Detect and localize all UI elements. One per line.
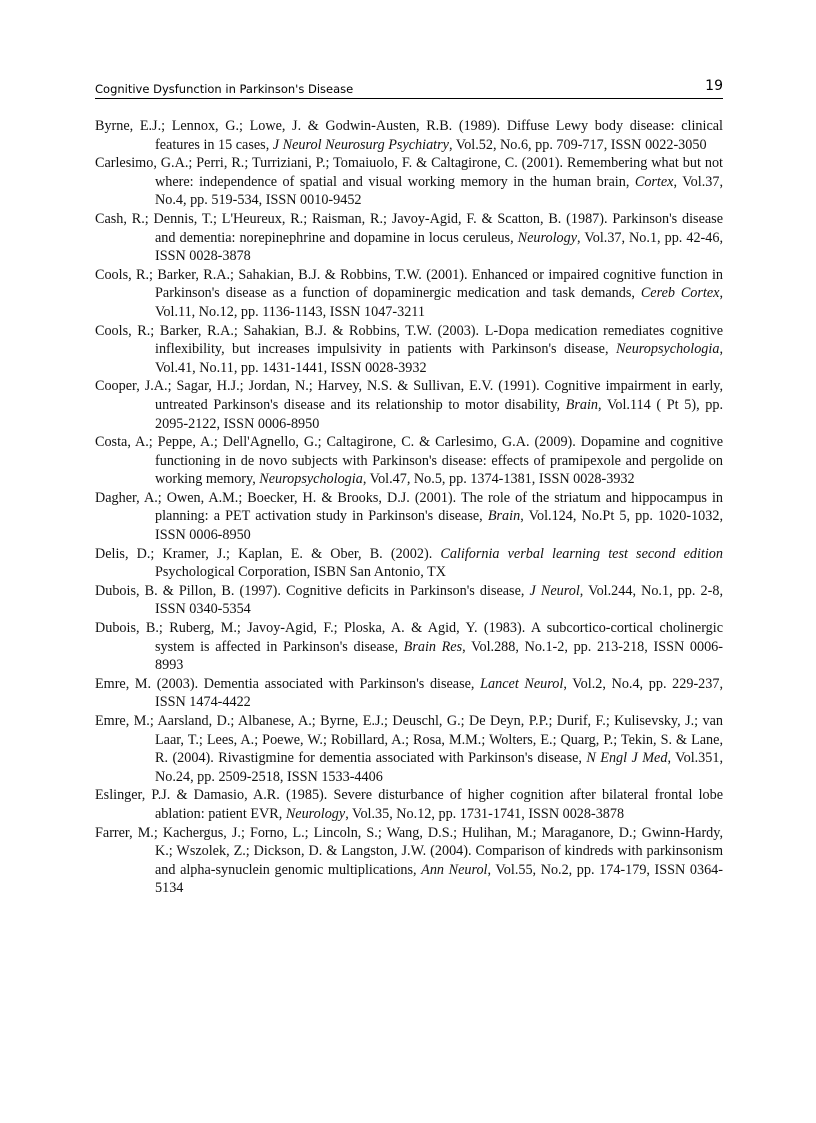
reference-text: Cooper, J.A.; Sagar, H.J.; Jordan, N.; Harvey, N.S. & Sullivan, E.V. (1991). Cognitive impairment in early, untreated Parkinson's disease and its relationship to motor disability, xyxy=(95,378,723,413)
journal-title: Lancet Neurol xyxy=(480,675,564,692)
reference-entry xyxy=(95,266,723,322)
reference-details: , Vol.288, No.1-2, pp. 213-218, ISSN 0006-8993 xyxy=(155,638,723,674)
reference-details: , Vol.37, No.1, pp. 42-46, ISSN 0028-3878 xyxy=(155,229,723,265)
reference-entry xyxy=(95,210,723,266)
reference-text: Eslinger, P.J. & Damasio, A.R. (1985). Severe disturbance of higher cognition after bilateral frontal lobe ablation: patient EVR, xyxy=(95,787,723,822)
reference-text: Cash, R.; Dennis, T.; L'Heureux, R.; Raisman, R.; Javoy-Agid, F. & Scatton, B. (1987). Parkinson's disease and dementia: norepinephrine and dopamine in locus ceruleus, xyxy=(95,210,723,246)
reference-details: , Vol.35, No.12, pp. 1731-1741, ISSN 0028-3878 xyxy=(345,805,625,822)
reference-entry xyxy=(95,582,723,619)
journal-title: Neurology xyxy=(517,229,578,246)
page-number: 19 xyxy=(705,78,723,94)
journal-title: Ann Neurol xyxy=(421,861,488,878)
reference-entry xyxy=(95,322,723,378)
reference-entry xyxy=(95,489,723,545)
reference-details: , Vol.52, No.6, pp. 709-717, ISSN 0022-3050 xyxy=(448,136,707,153)
reference-text: Cools, R.; Barker, R.A.; Sahakian, B.J. & Robbins, T.W. (2001). Enhanced or impaired cognitive function in Parkinson's disease as a function of dopaminergic medication and task demands, xyxy=(95,266,723,302)
journal-title: Neurology xyxy=(285,805,346,822)
journal-title: Neuropsychologia xyxy=(259,471,363,488)
reference-entry xyxy=(95,712,723,786)
running-title: Cognitive Dysfunction in Parkinson's Disease xyxy=(95,82,354,96)
reference-text: Dagher, A.; Owen, A.M.; Boecker, H. & Brooks, D.J. (2001). The role of the striatum and hippocampus in planning: a PET activation study in Parkinson's disease, xyxy=(95,489,723,525)
journal-title: California verbal learning test second edition xyxy=(440,545,723,562)
reference-details: , Vol.124, No.Pt 5, pp. 1020-1032, ISSN 0006-8950 xyxy=(155,508,724,544)
reference-details: , Vol.11, No.12, pp. 1136-1143, ISSN 1047-3211 xyxy=(155,285,723,320)
reference-details: , Vol.2, No.4, pp. 229-237, ISSN 1474-4422 xyxy=(155,675,723,711)
journal-title: Brain Res xyxy=(403,638,463,655)
reference-text: Costa, A.; Peppe, A.; Dell'Agnello, G.; Caltagirone, C. & Carlesimo, G.A. (2009). Dopamine and cognitive functioning in de novo subjects with Parkinson's disease: effects of pramipexole and pergolide on working memory, xyxy=(95,434,723,488)
journal-title: Cortex xyxy=(634,173,674,190)
reference-details: , Vol.37, No.4, pp. 519-534, ISSN 0010-9452 xyxy=(155,173,723,209)
reference-text: Emre, M.; Aarsland, D.; Albanese, A.; Byrne, E.J.; Deuschl, G.; De Deyn, P.P.; Durif, F.; Kulisevsky, J.; van Laar, T.; Lees, A.; Poewe, W.; Robillard, A.; Rosa, M.M.; Wolters, E.; Quarg, P.; Tekin, S. & Lane, R. (2004). Rivastigmine for dementia associated with Parkinson's disease, xyxy=(95,713,723,767)
journal-title: Brain xyxy=(565,396,599,413)
reference-details: , Vol.55, No.2, pp. 174-179, ISSN 0364-5134 xyxy=(155,861,723,897)
reference-details: Psychological Corporation, ISBN San Antonio, TX xyxy=(155,564,446,581)
reference-text: Farrer, M.; Kachergus, J.; Forno, L.; Lincoln, S.; Wang, D.S.; Hulihan, M.; Maraganore, D.; Gwinn-Hardy, K.; Wszolek, Z.; Dickson, D. & Langston, J.W. (2004). Comparison of kindreds with parkinsonism and alpha-synuclein genomic multiplications, xyxy=(95,824,723,878)
reference-text: Carlesimo, G.A.; Perri, R.; Turriziani, P.; Tomaiuolo, F. & Caltagirone, C. (2001). Remembering what but not where: independence of spatial and visual working memory in the human brain, xyxy=(95,155,723,190)
journal-title: N Engl J Med xyxy=(586,750,668,767)
reference-details: , Vol.47, No.5, pp. 1374-1381, ISSN 0028-3932 xyxy=(362,471,635,488)
reference-text: Delis, D.; Kramer, J.; Kaplan, E. & Ober, B. (2002). xyxy=(95,545,441,562)
journal-title: J Neurol Neurosurg Psychiatry xyxy=(272,136,449,153)
reference-entry xyxy=(95,619,723,675)
reference-entry xyxy=(95,154,723,210)
reference-entry xyxy=(95,117,723,154)
reference-details: , Vol.41, No.11, pp. 1431-1441, ISSN 0028-3932 xyxy=(155,341,723,376)
reference-entry xyxy=(95,675,723,712)
reference-text: Dubois, B. & Pillon, B. (1997). Cognitive deficits in Parkinson's disease, xyxy=(95,582,530,599)
reference-text: Dubois, B.; Ruberg, M.; Javoy-Agid, F.; Ploska, A. & Agid, Y. (1983). A subcortico-cortical cholinergic system is affected in Parkinson's disease, xyxy=(95,620,723,655)
reference-text: Cools, R.; Barker, R.A.; Sahakian, B.J. & Robbins, T.W. (2003). L-Dopa medication remediates cognitive inflexibility, but increases impulsivity in patients with Parkinson's disease, xyxy=(95,322,723,358)
reference-entry xyxy=(95,545,723,582)
reference-details: , Vol.114 ( Pt 5), pp. 2095-2122, ISSN 0006-8950 xyxy=(155,396,723,432)
journal-title: Brain xyxy=(487,508,521,525)
journal-title: J Neurol xyxy=(529,582,580,599)
reference-list xyxy=(95,117,723,898)
reference-entry xyxy=(95,433,723,489)
reference-entry xyxy=(95,377,723,433)
reference-details: , Vol.351, No.24, pp. 2509-2518, ISSN 1533-4406 xyxy=(155,750,724,785)
journal-title: Neuropsychologia xyxy=(615,341,720,358)
journal-title: Cereb Cortex xyxy=(640,285,720,302)
reference-details: , Vol.244, No.1, pp. 2-8, ISSN 0340-5354 xyxy=(155,582,723,618)
reference-text: Byrne, E.J.; Lennox, G.; Lowe, J. & Godwin-Austen, R.B. (1989). Diffuse Lewy body disease: clinical features in 15 cases, xyxy=(95,118,723,153)
reference-text: Emre, M. (2003). Dementia associated with Parkinson's disease, xyxy=(95,675,481,692)
reference-entry xyxy=(95,824,723,898)
page-header xyxy=(95,80,723,99)
reference-entry xyxy=(95,786,723,823)
